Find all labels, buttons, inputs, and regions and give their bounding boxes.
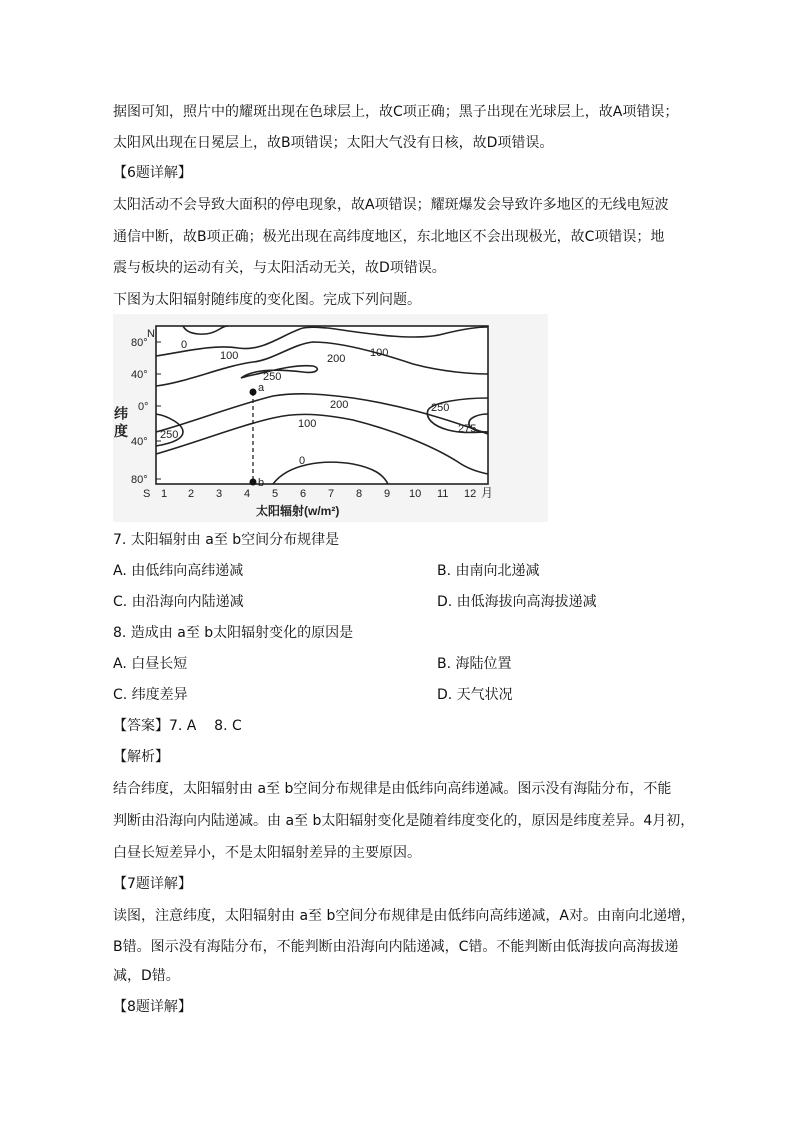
y-tick-label: 80° [131, 337, 148, 349]
x-tick-label: 3 [216, 488, 223, 500]
question-8-stem: 8. 造成由 a至 b太阳辐射变化的原因是 [113, 625, 354, 641]
section-heading-8: 【8题详解】 [113, 999, 192, 1015]
x-tick-label: 10 [409, 488, 422, 500]
q7-option-d: D. 由低海拔向高海拔递减 [437, 594, 597, 610]
q7-option-a: A. 由低纬向高纬递减 [113, 563, 244, 579]
q8-option-b: B. 海陆位置 [437, 656, 512, 672]
paragraph-line: 震与板块的运动有关，与太阳活动无关，故D项错误。 [113, 260, 446, 276]
x-axis-label: 太阳辐射(w/m²) [256, 504, 340, 518]
x-tick-label: 2 [188, 488, 195, 500]
y-tick-label: 40° [131, 369, 148, 381]
contour-label: 0 [299, 455, 306, 467]
point-b-label: b [258, 477, 265, 489]
contour-label: 200 [327, 353, 346, 365]
answer-line: 【答案】7. A 8. C [113, 718, 242, 734]
x-tick-label: 11 [437, 488, 449, 500]
section-heading-6: 【6题详解】 [113, 165, 192, 181]
y-tick-label: S [143, 488, 151, 500]
paragraph-line: 太阳风出现在日冕层上，故B项错误；太阳大气没有日核，故D项错误。 [113, 135, 554, 151]
x-tick-label: 5 [272, 488, 279, 500]
paragraph-line: 通信中断，故B项正确；极光出现在高纬度地区，东北地区不会出现极光，故C项错误；地 [113, 229, 665, 245]
contour-label: 0 [181, 339, 188, 351]
solar-radiation-figure [113, 314, 548, 522]
x-tick-label: 7 [328, 488, 335, 500]
x-tick-label: 1 [161, 488, 168, 500]
contour-label: 100 [220, 350, 239, 362]
paragraph-line: 结合纬度，太阳辐射由 a至 b空间分布规律是由低纬向高纬递减。图示没有海陆分布，不能 [113, 781, 672, 797]
question-7-stem: 7. 太阳辐射由 a至 b空间分布规律是 [113, 532, 340, 548]
y-tick-label: 80° [131, 474, 148, 486]
y-tick-label: 40° [131, 436, 148, 448]
paragraph-line: 白昼长短差异小，不是太阳辐射差异的主要原因。 [113, 845, 421, 861]
analysis-heading: 【解析】 [113, 749, 169, 765]
y-tick-label: 0° [138, 401, 149, 413]
point-b-marker [250, 479, 257, 486]
x-tick-label: 4 [244, 488, 251, 500]
q8-option-c: C. 纬度差异 [113, 687, 188, 703]
figure-intro: 下图为太阳辐射随纬度的变化图。完成下列问题。 [113, 292, 421, 308]
contour-label: 100 [298, 418, 317, 430]
contour-label: 275 [458, 423, 477, 435]
contour-label: 250 [431, 402, 450, 414]
contour-label: 250 [263, 371, 282, 383]
x-tick-label: 8 [356, 488, 363, 500]
q8-option-a: A. 白昼长短 [113, 656, 188, 672]
point-a-label: a [258, 382, 265, 394]
x-axis-unit: 月 [481, 486, 494, 500]
paragraph-line: 太阳活动不会导致大面积的停电现象，故A项错误；耀斑爆发会导致许多地区的无线电短波 [113, 197, 669, 213]
q7-option-b: B. 由南向北递减 [437, 563, 540, 579]
q8-option-d: D. 天气状况 [437, 687, 513, 703]
paragraph-line: B错。图示没有海陆分布，不能判断由沿海向内陆递减，C错。不能判断由低海拔向高海拔递 [113, 939, 679, 955]
section-heading-7: 【7题详解】 [113, 876, 192, 892]
x-tick-label: 6 [300, 488, 307, 500]
contour-label: 250 [160, 429, 179, 441]
contour-label: 200 [330, 399, 349, 411]
y-axis-label: 纬 度 [113, 406, 129, 438]
paragraph-line: 判断由沿海向内陆递减。由 a至 b太阳辐射变化是随着纬度变化的，原因是纬度差异。4月初， [113, 813, 695, 829]
paragraph-line: 读图，注意纬度，太阳辐射由 a至 b空间分布规律是由低纬向高纬递减，A对。由南向北递增， [113, 908, 695, 924]
q7-option-c: C. 由沿海向内陆递减 [113, 594, 244, 610]
y-tick-label: N [147, 328, 155, 340]
point-a-marker [250, 389, 257, 396]
contour-label: 100 [370, 347, 389, 359]
paragraph-line: 据图可知，照片中的耀斑出现在色球层上，故C项正确；黑子出现在光球层上，故A项错误； [113, 104, 679, 120]
x-tick-label: 9 [384, 488, 391, 500]
paragraph-line: 减，D错。 [113, 968, 180, 984]
x-tick-label: 12 [464, 488, 477, 500]
